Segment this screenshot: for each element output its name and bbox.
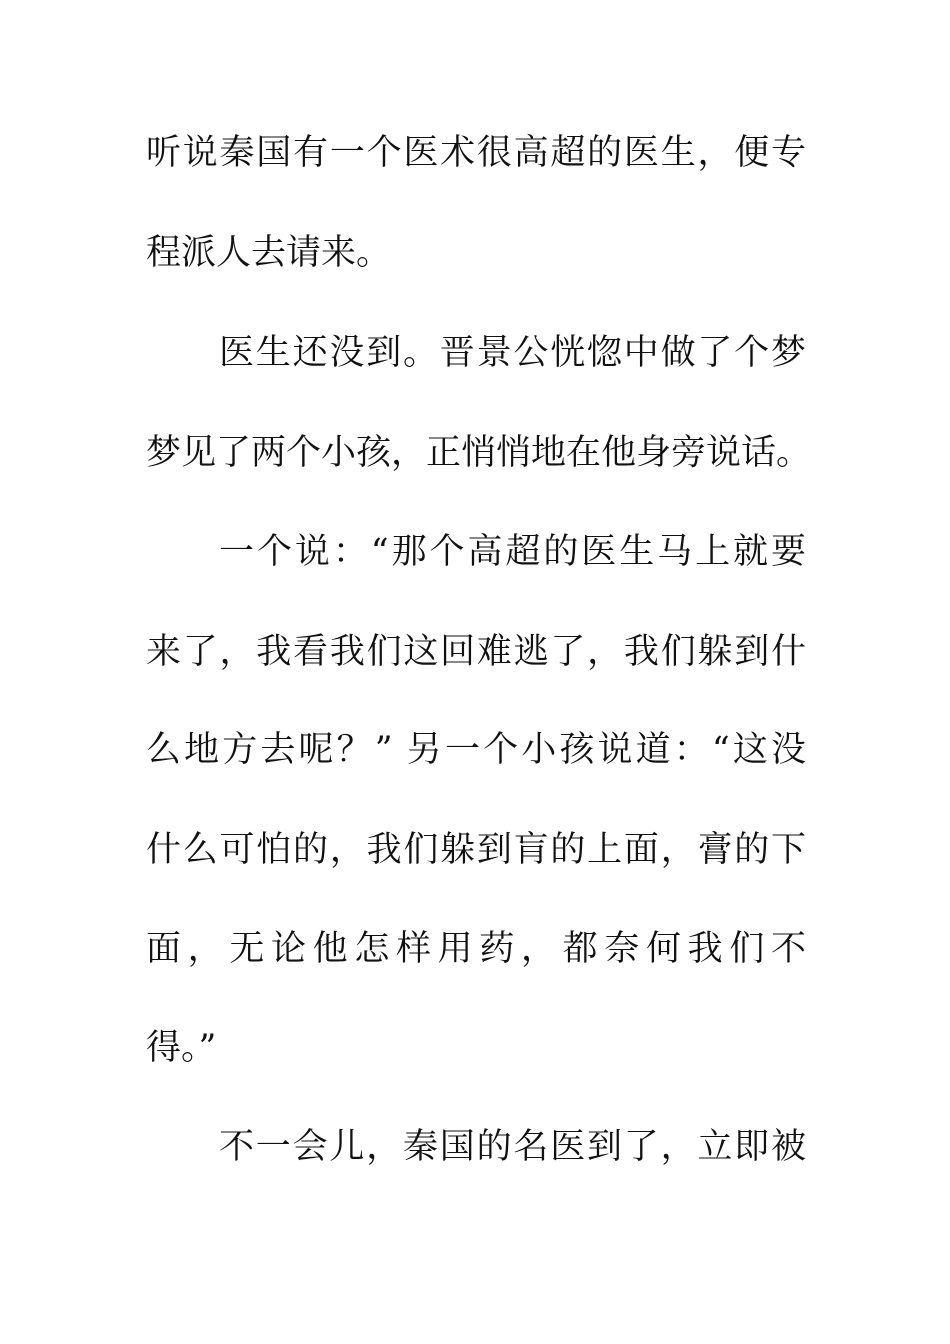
text-line-7: 么地方去呢？” 另一个小孩说道：“这没 <box>146 730 806 770</box>
text-line-8: 什么可怕的，我们躲到肓的上面，膏的下 <box>146 830 806 870</box>
text-line-2: 程派人去请来。 <box>146 233 392 273</box>
text-line-5: 一个说：“那个高超的医生马上就要 <box>219 532 806 572</box>
text-line-10: 得。” <box>146 1028 217 1068</box>
text-line-9: 面，无论他怎样用药，都奈何我们不 <box>146 929 806 969</box>
text-line-6: 来了，我看我们这回难逃了，我们躲到什 <box>146 632 806 672</box>
text-line-4: 梦见了两个小孩，正悄悄地在他身旁说话。 <box>146 433 812 473</box>
text-line-1: 听说秦国有一个医术很高超的医生，便专 <box>146 133 806 173</box>
text-line-11: 不一会儿，秦国的名医到了，立即被 <box>219 1127 806 1167</box>
text-line-3: 医生还没到。晋景公恍惚中做了个梦 <box>219 333 806 373</box>
